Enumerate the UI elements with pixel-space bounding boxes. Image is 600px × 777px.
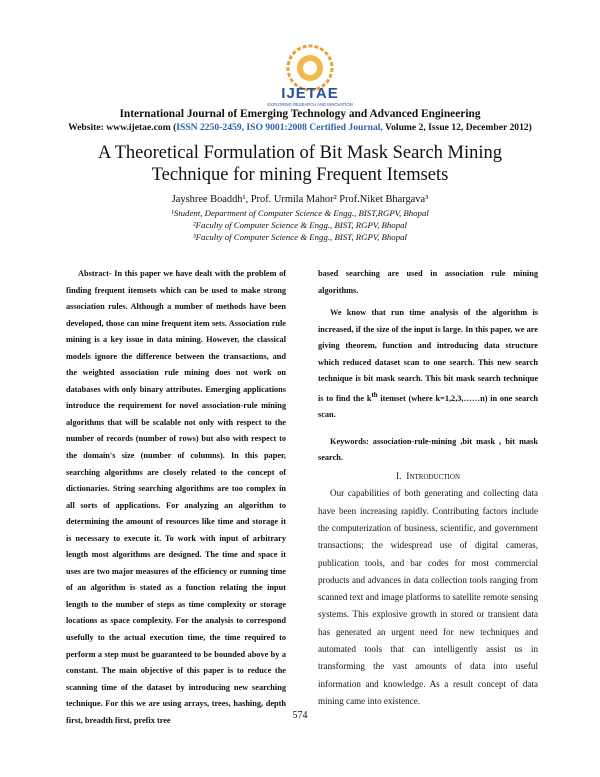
left-column [66,266,286,729]
page-number: 574 [292,710,308,721]
title-line-1: A Theoretical Formulation of Bit Mask Search Mining [97,143,503,163]
right-column [318,266,538,710]
logo-text: IJETAE [281,85,339,102]
author-list: Jayshree Boaddh¹, Prof. Urmila Mahor² Prof.Niket Bhargava³ [171,194,429,205]
abstract-paragraph-2: We know that run time analysis of the algorithm is increased, if the size of the input is large. In this paper, we are giving theorem, function and introducing data structure which reduced dataset scan to one search. This new search technique is bit mask search. This bit mask search technique is to find the $k^{th}$ itemset (where k=1,2,3,……n) in one search scan. [318,308,538,420]
section-heading: I. Introduction [395,471,460,482]
affiliation-3: ³Faculty of Computer Science & Engg., BIST, RGPV, Bhopal [193,231,407,242]
affiliation-2: ²Faculty of Computer Science & Engg., BIST, RGPV, Bhopal [193,219,407,230]
logo-tagline: EXPLORING RESEARCH AND INNOVATION [267,102,353,107]
title-line-2: Technique for mining Frequent Itemsets [151,165,449,185]
paper-title [0,142,600,186]
abstract-text: Abstract- In this paper we have dealt with the problem of finding frequent itemsets which can be used to make strong association rules. Although a number of methods have been developed, those can mine frequent item sets. Association rule mining is a key issue in data mining. However, the classical models ignore the difference between the transactions, and the weighted association rule mining does not work on databases with only binary attributes. Emerging applications introduce the requirement for novel association-rule mining algorithms that will be scalable not only with respect to the number of records (number of rows) but also with respect to the domain's size (number of columns). In this paper, searching algorithms are closely related to the concept of dictionaries. String searching algorithms are too complex in all sorts of applications. For analyzing an algorithm to determining the amount of resources like time and storage it is necessary to execute it. To work with input of arbitrary length most algorithms are designed. The time and space it uses are two major measures of the efficiency or running time of an algorithm is stated as a function relating the input length to the number of steps as time complexity or storage locations as space complexity. For the analysis to correspond usefully to the actual execution time, the time required to perform a step must be guaranteed to be bounded above by a constant. The main objective of this paper is to reduce the scanning time of the dataset by introducing new searching technique. For this we are using arrays, trees, hashing, depth first, breadth first, prefix tree [66,269,286,725]
journal-website-line [0,122,600,133]
affiliation-1: ¹Student, Department of Computer Science & Engg., BIST,RGPV, Bhopal [171,208,429,218]
abstract-continuation: based searching are used in association rule mining algorithms. [318,269,538,295]
affiliations [0,208,600,243]
introduction-section [318,485,538,710]
journal-title: International Journal of Emerging Technology and Advanced Engineering [119,108,481,120]
keywords: Keywords: association-rule-mining ,bit mask , bit mask search. [318,436,538,463]
website-prefix: Website: www.ijetae.com ( [68,122,177,133]
introduction-text: Our capabilities of both generating and collecting data have been increasing rapidly. Contributing factors include the computerization of business, scientific, and government transactions; the widespread use of digital cameras, publication tools, and bar codes for most commercial products and advances in data collection tools ranging from scanned text and image platforms to satellite remote sensing systems. This explosive growth in stored or transient data has generated an urgent need for new techniques and automated tools that can intelligently assist us in transforming the vast amounts of data into useful information and knowledge. As a result concept of data mining came into existence. [318,488,538,706]
journal-logo [262,42,358,108]
issn-text: ISSN 2250-2459, ISO 9001:2008 Certified Journal, [176,122,383,133]
volume-issue: Volume 2, Issue 12, December 2012) [382,122,532,133]
